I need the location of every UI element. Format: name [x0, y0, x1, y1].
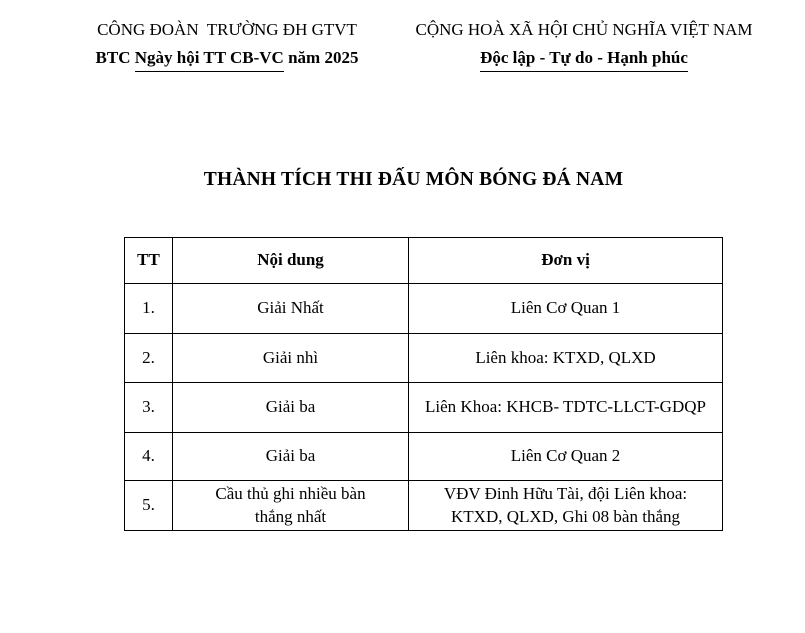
table-row	[125, 284, 723, 334]
table-row	[125, 481, 723, 531]
cell-don-vi: Liên khoa: KTXD, QLXD	[409, 334, 723, 383]
organization-subtitle-suffix: năm 2025	[283, 48, 359, 67]
organization-subtitle-prefix: BTC	[95, 48, 135, 67]
organization-name: CÔNG ĐOÀN TRƯỜNG ĐH GTVT	[97, 20, 357, 39]
table-row	[125, 383, 723, 433]
cell-noi-dung: Giải ba	[173, 383, 409, 433]
header-national-block	[386, 17, 782, 72]
organization-subtitle-underlined: Ngày hội TT CB-VC	[135, 48, 284, 72]
header-organization-block	[68, 17, 386, 72]
document-header	[0, 17, 805, 97]
cell-noi-dung: Giải nhì	[173, 334, 409, 383]
cell-don-vi: VĐV Đinh Hữu Tài, đội Liên khoa: KTXD, QLXD, Ghi 08 bàn thắng	[409, 481, 723, 531]
cell-tt: 3.	[125, 383, 173, 433]
organization-subtitle	[68, 45, 386, 72]
column-header-noi-dung: Nội dung	[173, 238, 409, 284]
cell-don-vi: Liên Cơ Quan 2	[409, 433, 723, 481]
table-row	[125, 334, 723, 383]
cell-tt: 5.	[125, 481, 173, 531]
column-header-don-vi: Đơn vị	[409, 238, 723, 284]
cell-don-vi: Liên Cơ Quan 1	[409, 284, 723, 334]
table-row	[125, 433, 723, 481]
cell-tt: 4.	[125, 433, 173, 481]
national-motto-line1: CỘNG HOÀ XÃ HỘI CHỦ NGHĨA VIỆT NAM	[415, 20, 753, 39]
results-table	[124, 237, 723, 531]
cell-don-vi: Liên Khoa: KHCB- TDTC-LLCT-GDQP	[409, 383, 723, 433]
cell-noi-dung: Cầu thủ ghi nhiều bàn thắng nhất	[173, 481, 409, 531]
column-header-tt: TT	[125, 238, 173, 284]
page-title: THÀNH TÍCH THI ĐẤU MÔN BÓNG ĐÁ NAM	[203, 169, 624, 190]
national-motto-line2	[386, 45, 782, 72]
cell-tt: 2.	[125, 334, 173, 383]
table-header-row	[125, 238, 723, 284]
cell-noi-dung: Giải Nhất	[173, 284, 409, 334]
cell-noi-dung: Giải ba	[173, 433, 409, 481]
national-motto-underlined: Độc lập - Tự do - Hạnh phúc	[480, 48, 688, 72]
cell-tt: 1.	[125, 284, 173, 334]
